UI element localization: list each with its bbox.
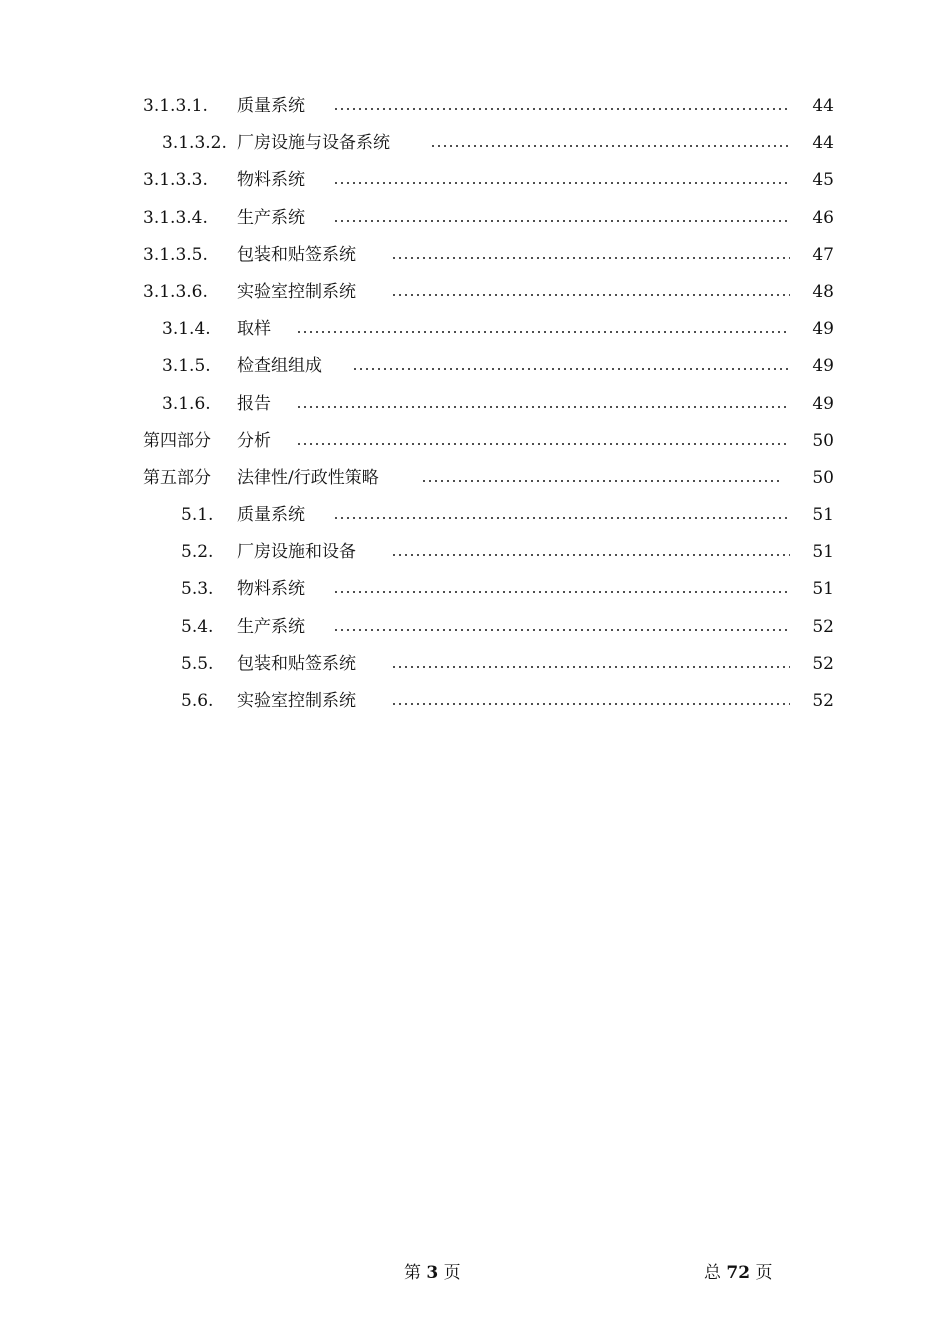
toc-entry-title: 质量系统 (237, 96, 305, 116)
toc-entry-number: 3.1.3.1. (143, 96, 208, 116)
dot-leader (333, 220, 790, 222)
total-prefix: 总 (704, 1263, 721, 1283)
toc-entry-title: 检查组组成 (237, 356, 322, 377)
toc-entry-page: 49 (812, 393, 834, 414)
toc-entry-number: 5.2. (181, 542, 214, 563)
toc-entry-page: 46 (812, 207, 834, 228)
toc-entry[interactable] (0, 534, 950, 571)
toc-entry-page: 47 (812, 244, 834, 265)
toc-entry-title: 取样 (237, 319, 271, 340)
toc-entry-number: 3.1.4. (162, 319, 211, 340)
toc-entry[interactable] (0, 200, 950, 237)
dot-leader (333, 108, 790, 110)
toc-entry-number: 5.6. (181, 691, 214, 711)
toc-entry[interactable] (0, 571, 950, 608)
toc-entry-number: 3.1.5. (162, 356, 211, 377)
dot-leader (391, 666, 790, 668)
dot-leader (352, 368, 790, 370)
dot-leader (333, 517, 790, 519)
toc-entry-number: 3.1.3.5. (143, 244, 208, 265)
toc-entry[interactable] (0, 683, 950, 720)
dot-leader (333, 591, 790, 593)
toc-entry-number: 第五部分 (143, 467, 211, 488)
toc-entry-page: 52 (812, 691, 834, 711)
dot-leader (391, 257, 790, 259)
total-pages-indicator (704, 1258, 772, 1288)
dot-leader (391, 703, 790, 705)
toc-entry-number: 3.1.3.4. (143, 207, 208, 228)
toc-entry-title: 质量系统 (237, 505, 305, 526)
dot-leader (333, 182, 790, 184)
toc-entry-number: 5.5. (181, 653, 214, 674)
toc-entry-number: 5.4. (181, 616, 214, 637)
toc-entry[interactable] (0, 497, 950, 534)
dot-leader (333, 629, 790, 631)
toc-entry-page: 51 (812, 542, 834, 563)
toc-entry-title: 包装和贴签系统 (237, 653, 356, 674)
toc-entry[interactable] (0, 423, 950, 460)
total-suffix: 页 (755, 1263, 773, 1283)
toc-entry-page: 49 (812, 356, 834, 377)
toc-entry-page: 44 (812, 96, 834, 116)
dot-leader (296, 443, 790, 445)
toc-entry-page: 49 (812, 319, 834, 340)
page-suffix: 页 (443, 1263, 461, 1283)
toc-entry-title: 分析 (237, 430, 271, 451)
total-page-count: 72 (726, 1263, 751, 1283)
current-page-indicator (404, 1258, 461, 1288)
toc-entry-title: 包装和贴签系统 (237, 244, 356, 265)
table-of-contents (0, 88, 950, 720)
toc-entry-title: 法律性/行政性策略 (237, 467, 379, 488)
toc-entry[interactable] (0, 460, 950, 497)
toc-entry-title: 实验室控制系统 (237, 281, 356, 302)
toc-entry-number: 5.1. (181, 505, 214, 526)
dot-leader (421, 480, 781, 482)
toc-entry[interactable] (0, 348, 950, 385)
toc-entry-page: 48 (812, 281, 834, 302)
toc-entry-page: 50 (812, 467, 834, 488)
toc-entry-title: 厂房设施与设备系统 (237, 133, 390, 154)
dot-leader (391, 294, 790, 296)
toc-entry[interactable] (0, 274, 950, 311)
toc-entry[interactable] (0, 609, 950, 646)
toc-entry[interactable] (0, 646, 950, 683)
toc-entry-page: 44 (812, 133, 834, 154)
toc-entry-page: 51 (812, 579, 834, 600)
toc-entry-title: 物料系统 (237, 579, 305, 600)
toc-entry-title: 报告 (237, 393, 271, 414)
toc-entry-page: 52 (812, 616, 834, 637)
toc-entry-number: 3.1.3.3. (143, 170, 208, 191)
toc-entry-number: 3.1.3.6. (143, 281, 208, 302)
toc-entry-title: 厂房设施和设备 (237, 542, 356, 563)
toc-entry-number: 3.1.6. (162, 393, 211, 414)
page-footer (0, 1258, 950, 1288)
dot-leader (296, 406, 790, 408)
toc-entry-title: 生产系统 (237, 616, 305, 637)
toc-entry[interactable] (0, 88, 950, 125)
toc-entry[interactable] (0, 237, 950, 274)
dot-leader (391, 554, 790, 556)
toc-entry-page: 50 (812, 430, 834, 451)
toc-entry-number: 第四部分 (143, 430, 211, 451)
toc-entry-title: 物料系统 (237, 170, 305, 191)
toc-entry-title: 实验室控制系统 (237, 691, 356, 711)
toc-entry-number: 3.1.3.2. (162, 133, 227, 154)
toc-entry-number: 5.3. (181, 579, 214, 600)
page-prefix: 第 (404, 1263, 421, 1283)
toc-entry[interactable] (0, 162, 950, 199)
toc-entry[interactable] (0, 125, 950, 162)
dot-leader (430, 145, 790, 147)
toc-entry[interactable] (0, 386, 950, 423)
dot-leader (296, 331, 790, 333)
toc-entry-page: 51 (812, 505, 834, 526)
toc-entry-page: 45 (812, 170, 834, 191)
toc-entry-title: 生产系统 (237, 207, 305, 228)
toc-entry-page: 52 (812, 653, 834, 674)
toc-entry[interactable] (0, 311, 950, 348)
current-page-number: 3 (426, 1263, 439, 1283)
